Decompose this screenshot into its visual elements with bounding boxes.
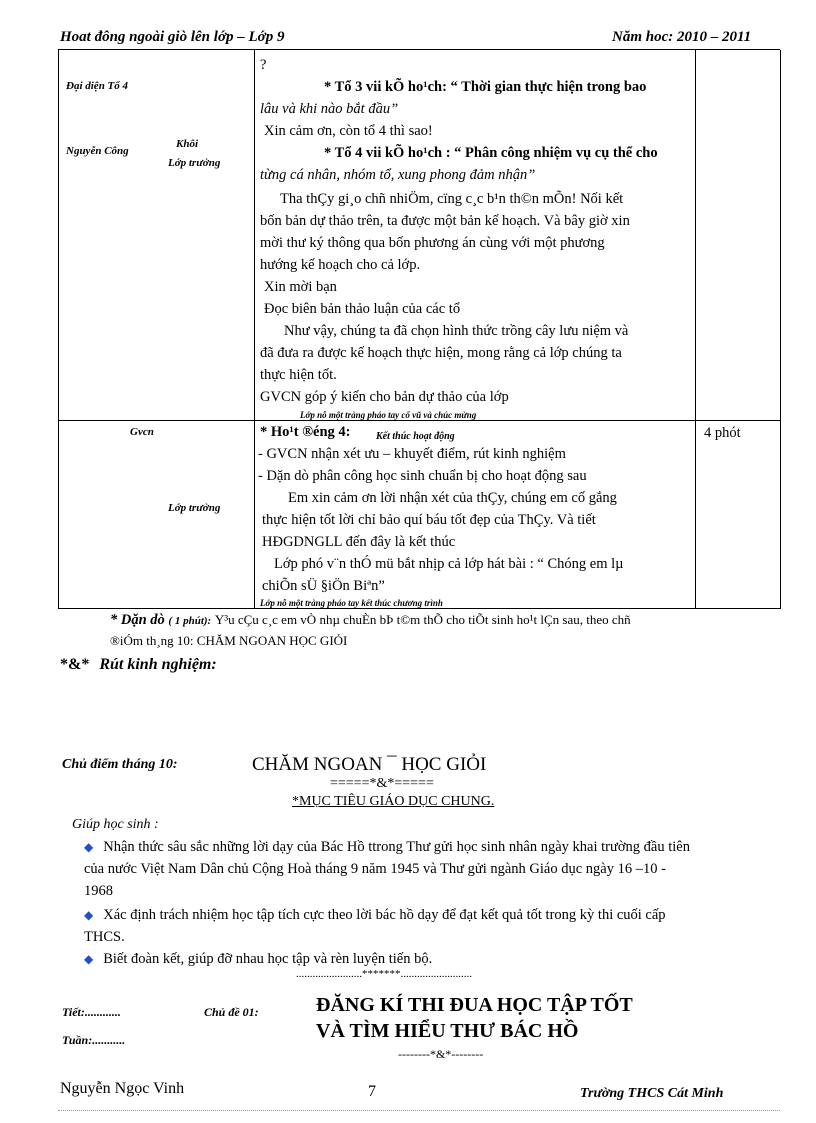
table-divider-1	[254, 50, 255, 609]
row1-footnote: Lớp nỗ một tràng pháo tay cổ vũ và chúc mừng	[300, 410, 477, 420]
row1-line: Đọc biên bản thảo luận của các tổ	[264, 301, 461, 317]
label-name2: Khôi	[176, 138, 199, 150]
goals-intro: Giúp học sinh :	[72, 817, 159, 832]
row2-line: Lớp phó v¨n thÓ mü bắt nhịp cả lớp hát bài : “ Chóng em lµ	[274, 556, 624, 572]
row1-line: ?	[260, 57, 267, 73]
row1-line: Xin cảm ơn, còn tổ 4 thì sao!	[264, 123, 433, 139]
row2-line: - Dặn dò phân công học sinh chuẩn bị cho hoạt động sau	[258, 468, 587, 484]
footer-rule	[58, 1110, 780, 1111]
label-leader: Lớp trưởng	[168, 157, 221, 169]
topic-line2: VÀ TÌM HIỂU THƯ BÁC HỒ	[316, 1020, 579, 1042]
diamond-bullet-icon: ◆	[84, 908, 94, 922]
diamond-bullet-icon: ◆	[84, 952, 94, 966]
goal-item-2: ◆ Xác định trách nhiệm học tập tích cực theo lời bác hồ dạy để đạt kết quả tốt trong kỳ thi cuối cấp THCS.	[84, 907, 666, 945]
footer-school: Trường THCS Cát Minh	[580, 1086, 724, 1101]
topic-line1: ĐĂNG KÍ THI ĐUA HỌC TẬP TỐT	[316, 994, 633, 1016]
row2-footnote: Lớp nỗ một tràng pháo tay kết thúc chương trình	[260, 598, 443, 608]
row1-line: Xin mời bạn	[264, 279, 337, 295]
row2-line: Em xin cảm ơn lời nhận xét của thÇy, chúng em cố gắng	[288, 490, 617, 506]
row1-line: mời thư ký thông qua bốn phương án cùng với một phương	[260, 235, 605, 251]
dando-heading: * Dặn dò ( 1 phút): Y³u cÇu c¸c em vÒ nhµ chuÈn bÞ t©m thÕ cho tiÕt sinh ho¹t lÇn sau, theo chñ	[110, 612, 631, 628]
row1-line: hướng kế hoạch cho cả lớp.	[260, 257, 421, 273]
topic-divider: --------*&*--------	[398, 1047, 484, 1061]
row2-line: chiÕn sÜ §iÖn Biªn”	[262, 578, 385, 594]
rutkinh: *&* Rút kinh nghiệm:	[60, 656, 217, 673]
row1-line: * Tổ 3 vii kÕ ho¹ch: “ Thời gian thực hiện trong bao	[324, 79, 647, 95]
row2-title: * Ho¹t ®éng 4:	[260, 424, 351, 440]
row1-line: bốn bản dự thảo trên, ta được một bản kế hoạch. Và bây giờ xin	[260, 213, 630, 229]
row1-line: Như vậy, chúng ta đã chọn hình thức trồng cây lưu niệm và	[284, 323, 629, 339]
footer-author: Nguyễn Ngọc Vinh	[60, 1080, 185, 1097]
chudiem-divider: =====*&*=====	[330, 776, 434, 791]
row1-line: thực hiện tốt.	[260, 367, 337, 383]
row2-title-sub: Kết thúc hoạt động	[376, 431, 455, 442]
label-leader2: Lớp trưởng	[168, 502, 221, 514]
row2-content	[258, 443, 623, 597]
row2-line: - GVCN nhận xét ưu – khuyết điểm, rút kinh nghiệm	[258, 446, 566, 462]
topic-chude: Chủ đề 01:	[204, 1005, 259, 1019]
table-bottom-border	[58, 608, 780, 609]
row1-line: GVCN góp ý kiến cho bản dự thảo của lớp	[260, 389, 509, 405]
label-gvcn: Gvcn	[130, 426, 154, 438]
diamond-bullet-icon: ◆	[84, 840, 94, 854]
row1-line: Tha thÇy gi¸o chñ nhiÖm, cïng c¸c b¹n th©n mÕn! Nối kết	[280, 191, 624, 207]
row1-line: lâu và khi nào bắt đầu”	[260, 101, 399, 117]
label-rep4: Đại diện Tổ 4	[66, 80, 129, 92]
goal-item-1: ◆ Nhận thức sâu sắc những lời dạy của Bác Hồ ttrong Thư gửi học sinh nhân ngày khai trường đầu tiên của nước Việt Nam Dân chủ Cộng Hoà tháng 9 năm 1945 và Thư gửi ngành Giáo dục ngày 16 –10 - 1968	[84, 839, 690, 899]
header-left: Hoat đông ngoài giò lên lớp – Lớp 9	[60, 29, 285, 45]
row1-content	[260, 54, 658, 408]
table-row-separator	[58, 420, 780, 421]
header-rule	[58, 49, 780, 50]
footer-page-number: 7	[368, 1083, 376, 1100]
row1-line: từng cá nhân, nhóm tổ, xung phong đảm nhận”	[260, 167, 536, 183]
table-border-right	[780, 50, 781, 609]
table-divider-2	[695, 50, 696, 609]
dando-line2: ®iÓm th¸ng 10: CHĂM NGOAN HỌC GIỎI	[110, 633, 348, 648]
row1-line: * Tổ 4 vii kÕ ho¹ch : “ Phân công nhiệm vụ cụ thể cho	[324, 145, 658, 161]
goals-dots: ........................*******..........................	[296, 968, 472, 980]
row2-line: thực hiện tốt lời chỉ bảo quí báu tốt đẹp của ThÇy. Và tiết	[262, 512, 596, 528]
topic-tuan: Tuần:...........	[62, 1033, 126, 1047]
chudiem-label: Chủ điểm tháng 10:	[62, 757, 178, 772]
header-right: Năm hoc: 2010 – 2011	[612, 29, 752, 45]
label-name: Nguyễn Công	[66, 145, 129, 157]
row2-line: HĐGDNGLL đến đây là kết thúc	[262, 534, 456, 550]
row2-time: 4 phót	[704, 425, 741, 441]
topic-tiet: Tiết:............	[62, 1005, 121, 1019]
row1-line: đã đưa ra được kế hoạch thực hiện, mong rằng cả lớp chúng ta	[260, 345, 622, 361]
chudiem-subtitle: *MỤC TIÊU GIÁO DỤC CHUNG.	[292, 794, 495, 809]
goal-item-3: ◆ Biết đoàn kết, giúp đỡ nhau học tập và rèn luyện tiến bộ.	[84, 951, 433, 967]
table-border-left	[58, 50, 59, 609]
chudiem-title: CHĂM NGOAN ¯ HỌC GIỎI	[252, 754, 487, 775]
